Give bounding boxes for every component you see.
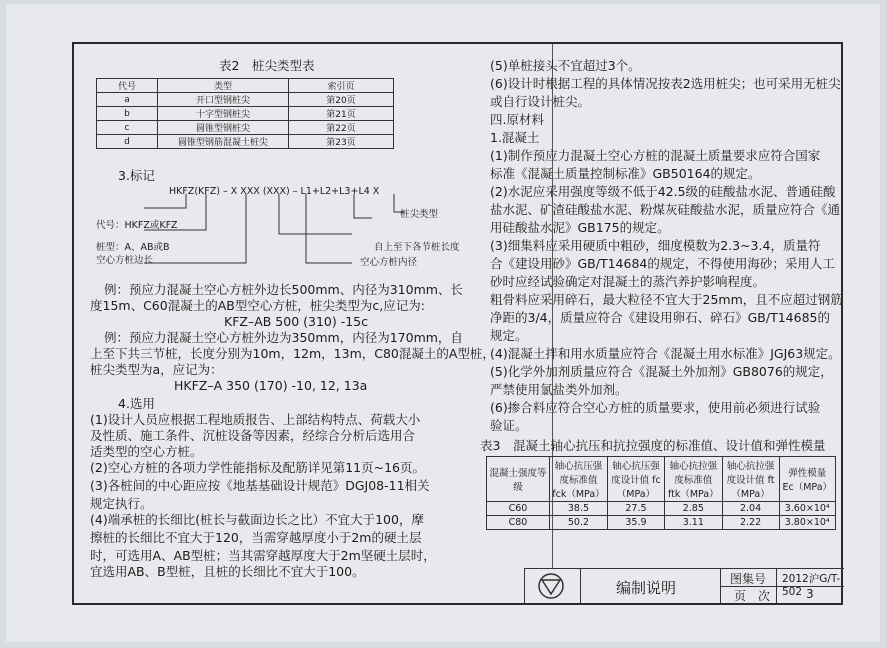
logo-icon (536, 572, 566, 600)
table-row (97, 107, 394, 121)
text-line: (4)混凝土拌和用水质量应符合《混凝土用水标准》JGJ63规定。 (490, 346, 841, 361)
selection-line: 宜选用AB、B型桩，且桩的长细比不宜大于100。 (90, 564, 365, 579)
example2-line2: 上至下共三节桩，长度分别为10m，12m，13m，C80混凝土的A型桩， (90, 346, 495, 361)
table-cell: 开口型钢桩尖 (158, 93, 289, 107)
text-line: (2)水泥应采用强度等级不低于42.5级的硅酸盐水泥、普通硅酸 (490, 184, 836, 199)
table-cell: 2.04 (722, 502, 779, 516)
atlas-number: 2012沪G/T-502 (782, 573, 841, 598)
text-line: 严禁使用氯盐类外加剂。 (490, 382, 628, 397)
table-row (97, 121, 394, 135)
text-line: (6)设计时根据工程的具体情况按表2选用桩尖；也可采用无桩尖 (490, 76, 841, 91)
table3 (486, 456, 836, 530)
text-line: 或自行设计桩尖。 (490, 94, 591, 109)
table-cell: 2.22 (722, 516, 779, 530)
text-line: 验证。 (490, 418, 528, 433)
text-line: 砂时应经试验确定对混凝土的蒸汽养护影响程度。 (490, 274, 766, 289)
table-cell: 2.85 (665, 502, 723, 516)
table-cell: c (97, 121, 158, 135)
table-cell: b (97, 107, 158, 121)
table-cell: 十字型钢桩尖 (158, 107, 289, 121)
marking-label-tip: 桩尖类型 (400, 209, 439, 220)
table-cell: 35.9 (607, 516, 664, 530)
marking-label-inner: 空心方桩内径 (360, 257, 418, 268)
table-cell: 第22页 (289, 121, 394, 135)
table-cell: a (97, 93, 158, 107)
atlas-label: 图集号 (730, 572, 767, 586)
table-row (97, 93, 394, 107)
table-cell: 轴心抗拉强度标准值 ftk（MPa） (665, 457, 723, 502)
text-line: 盐水泥、矿渣硅酸盐水泥、粉煤灰硅酸盐水泥，质量应符合《通 (490, 202, 841, 217)
table-cell: 轴心抗压强度标准值 fck（MPa） (550, 457, 608, 502)
section-heading-marking: 3.标记 (118, 168, 155, 183)
example1-line2: 度15m、C60混凝土的AB型空心方桩，桩尖类型为c,应记为: (90, 298, 425, 313)
marking-label-pile: 桩型：A、AB或B (96, 242, 170, 253)
table-cell: 38.5 (550, 502, 608, 516)
title-block (524, 568, 844, 603)
table2-title: 表2 桩尖类型表 (219, 58, 315, 73)
table-cell: 弹性模量 Ec（MPa） (779, 457, 836, 502)
table-row (97, 135, 394, 149)
text-line: 规定。 (490, 328, 528, 343)
text-line: 标准《混凝土质量控制标准》GB50164的规定。 (490, 166, 761, 181)
selection-line: (4)端承桩的长细比(桩长与截面边长之比）不宜大于100，摩 (90, 512, 424, 527)
section-heading-selection: 4.选用 (118, 396, 155, 411)
selection-line: 擦桩的长细比不宜大于120，当需穿越厚度小于2m的硬土层 (90, 530, 422, 545)
example2-code: HKFZ–A 350 (170) -10, 12, 13a (174, 378, 368, 393)
table-cell: C80 (487, 516, 550, 530)
text-line: 粗骨料应采用碎石，最大粒径不宜大于25mm，且不应超过钢筋 (490, 292, 843, 307)
selection-line: (3)各桩间的中心距应按《地基基础设计规范》DGJ08-11相关 (90, 478, 430, 493)
selection-line: (1)设计人员应根据工程地质报告、上部结构特点、荷载大小 (90, 412, 421, 427)
table-cell: 圆锥型钢桩尖 (158, 121, 289, 135)
selection-line: (2)空心方桩的各项力学性能指标及配筋详见第11页~16页。 (90, 460, 425, 475)
text-line: 用硅酸盐水泥》GB175的规定。 (490, 220, 670, 235)
text-line: 四.原材料 (490, 112, 544, 127)
table3-title: 表3 混凝土轴心抗压和抗拉强度的标准值、设计值和弹性模量 (480, 438, 826, 453)
marking-label-lengths: 自上至下各节桩长度 (374, 242, 460, 253)
example2-line1: 例：预应力混凝土空心方桩外边为350mm，内径为170mm，自 (104, 330, 463, 345)
text-line: 1.混凝土 (490, 130, 540, 145)
table-cell: 50.2 (550, 516, 608, 530)
table-cell: 第21页 (289, 107, 394, 121)
table2 (96, 78, 394, 149)
page-label: 页 次 (734, 589, 771, 603)
selection-line: 适类型的空心方桩。 (90, 444, 203, 459)
text-line: 净距的3/4，质量应符合《建设用卵石、碎石》GB/T14685的 (490, 310, 830, 325)
text-line: (6)掺合料应符合空心方桩的质量要求，使用前必须进行试验 (490, 400, 821, 415)
table-cell: 27.5 (607, 502, 664, 516)
selection-line: 规定执行。 (90, 496, 153, 511)
marking-code: HKFZ(KFZ) – X XXX (XXX) – L1+L2+L3+L4 X (169, 186, 380, 197)
example2-line3: 桩尖类型为a，应记为： (90, 362, 223, 377)
table-cell: d (97, 135, 158, 149)
block-title: 编制说明 (616, 579, 677, 597)
table-row (97, 79, 394, 93)
table-cell: 混凝土强度等级 (487, 457, 550, 502)
text-line: (5)单桩接头不宜超过3个。 (490, 58, 641, 73)
table-cell: 轴心抗压强度设计值 fc（MPa） (607, 457, 664, 502)
text-line: (5)化学外加剂质量应符合《混凝土外加剂》GB8076的规定， (490, 364, 833, 379)
drawing-frame (72, 42, 843, 605)
selection-line: 及性质、施工条件、沉桩设备等因素，经综合分析后选用合 (90, 428, 416, 443)
text-line: (3)细集料应采用硬质中粗砂，细度模数为2.3~3.4，质量符 (490, 238, 821, 253)
text-line: 合《建设用砂》GB/T14684的规定，不得使用海砂；采用人工 (490, 256, 835, 271)
example1-code: KFZ–AB 500 (310) -15c (224, 314, 369, 329)
table-cell: 索引页 (289, 79, 394, 93)
table-row (487, 516, 836, 530)
table-cell: 3.11 (665, 516, 723, 530)
table-cell: 类型 (158, 79, 289, 93)
selection-line: 时，可选用A、AB型桩；当其需穿越厚度大于2m坚硬土层时， (90, 548, 436, 563)
table-cell: C60 (487, 502, 550, 516)
table-cell: 3.60×10⁴ (779, 502, 836, 516)
table-cell: 圆锥型钢筋混凝土桩尖 (158, 135, 289, 149)
text-line: (1)制作预应力混凝土空心方桩的混凝土质量要求应符合国家 (490, 148, 821, 163)
page-number: 3 (806, 587, 814, 601)
table-cell: 轴心抗拉强度设计值 ft（MPa） (722, 457, 779, 502)
table-row (487, 457, 836, 502)
marking-label-code: 代号：HKFZ或KFZ (96, 220, 178, 231)
table-cell: 第23页 (289, 135, 394, 149)
example1-line1: 例：预应力混凝土空心方桩外边长500mm、内径为310mm、长 (104, 282, 463, 297)
table-cell: 3.80×10⁴ (779, 516, 836, 530)
table-row (487, 502, 836, 516)
table-cell: 代号 (97, 79, 158, 93)
marking-label-side: 空心方桩边长 (96, 255, 154, 266)
table-cell: 第20页 (289, 93, 394, 107)
